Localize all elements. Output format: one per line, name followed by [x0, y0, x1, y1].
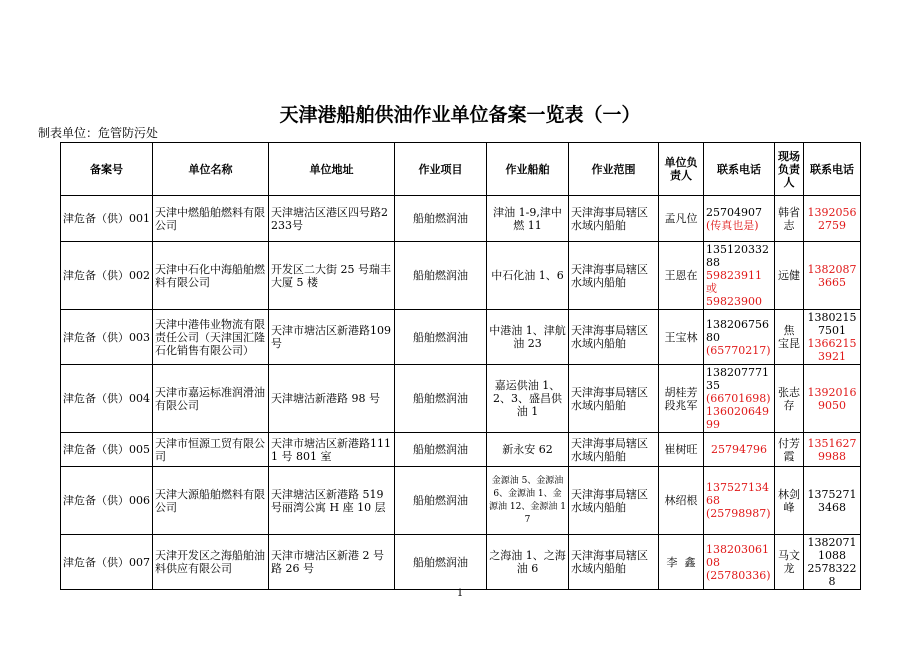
work-project: 船舶燃润油 [395, 242, 487, 310]
contact-phone [704, 535, 775, 590]
site-phone [804, 535, 861, 590]
phone-value: 13752713468 [706, 481, 769, 507]
page-number: 1 [456, 588, 464, 599]
unit-manager: 李 鑫 [659, 535, 704, 590]
work-ship: 金源油 5、金源油 6、金源油 1、金源油 12、金源油 17 [487, 467, 569, 535]
unit-manager: 王恩在 [659, 242, 704, 310]
header-phone: 联系电话 [704, 143, 775, 196]
table-row [61, 365, 861, 433]
unit-manager: 林绍根 [659, 467, 704, 535]
site-phone [804, 310, 861, 365]
header-id: 备案号 [61, 143, 153, 196]
unit-manager: 胡桂芳段兆军 [659, 365, 704, 433]
contact-phone [704, 242, 775, 310]
maker-label: 制表单位：危管防污处 [38, 126, 159, 140]
unit-address: 天津市塘沽区新港路109号 [269, 310, 395, 365]
phone-alt: (65770217) [706, 343, 771, 357]
header-row [61, 143, 861, 196]
work-range: 天津海事局辖区水域内船舶 [569, 365, 659, 433]
unit-name: 天津中港伟业物流有限责任公司（天津国汇隆石化销售有限公司） [153, 310, 269, 365]
unit-manager: 王宝林 [659, 310, 704, 365]
site-phone: 13920169050 [804, 365, 861, 433]
work-project: 船舶燃润油 [395, 433, 487, 467]
phone-value: 13820306108 [706, 542, 769, 569]
work-ship: 津油 1-9,津中燃 11 [487, 196, 569, 242]
work-range: 天津海事局辖区水域内船舶 [569, 535, 659, 590]
record-id: 津危备（供）007 [61, 535, 153, 590]
table-row [61, 196, 861, 242]
work-range: 天津海事局辖区水域内船舶 [569, 433, 659, 467]
site-phone: 13920562759 [804, 196, 861, 242]
unit-name: 天津开发区之海船舶油料供应有限公司 [153, 535, 269, 590]
record-id: 津危备（供）006 [61, 467, 153, 535]
site-phone: 13752713468 [804, 467, 861, 535]
site-phone-alt: 13662153921 [807, 337, 857, 363]
unit-name: 天津市嘉运标准润滑油有限公司 [153, 365, 269, 433]
site-manager: 焦 宝昆 [775, 310, 804, 365]
header-manager: 单位负责人 [659, 143, 704, 196]
work-range: 天津海事局辖区水域内船舶 [569, 242, 659, 310]
record-id: 津危备（供）002 [61, 242, 153, 310]
phone-alt: 59823911 或 [706, 269, 762, 295]
site-manager: 韩省志 [775, 196, 804, 242]
site-phone: 13820873665 [804, 242, 861, 310]
site-phone-value: 13802157501 [807, 311, 857, 337]
phone-alt: 59823900 [706, 295, 762, 308]
unit-address: 天津市塘沽区新港 2 号路 26 号 [269, 535, 395, 590]
phone-value: 13512033288 [706, 243, 769, 269]
table-row [61, 467, 861, 535]
phone-value: 13820675680 [706, 317, 769, 344]
unit-name: 天津市恒源工贸有限公司 [153, 433, 269, 467]
unit-name: 天津大源船舶燃料有限公司 [153, 467, 269, 535]
work-project: 船舶燃润油 [395, 310, 487, 365]
unit-address: 天津市塘沽区新港路1111 号 801 室 [269, 433, 395, 467]
record-id: 津危备（供）004 [61, 365, 153, 433]
table-row [61, 433, 861, 467]
work-ship: 中港油 1、津航油 23 [487, 310, 569, 365]
unit-name: 天津中燃船舶燃料有限公司 [153, 196, 269, 242]
work-ship: 之海油 1、之海油 6 [487, 535, 569, 590]
work-project: 船舶燃润油 [395, 467, 487, 535]
work-range: 天津海事局辖区水域内船舶 [569, 196, 659, 242]
site-phone-alt: 25783228 [807, 562, 857, 588]
site-manager: 付芳霞 [775, 433, 804, 467]
work-project: 船舶燃润油 [395, 535, 487, 590]
work-project: 船舶燃润油 [395, 365, 487, 433]
work-ship: 中石化油 1、6 [487, 242, 569, 310]
phone-alt: 13602064999 [706, 405, 769, 431]
unit-address: 天津塘沽区港区四号路2233号 [269, 196, 395, 242]
unit-address: 天津塘沽新港路 98 号 [269, 365, 395, 433]
header-address: 单位地址 [269, 143, 395, 196]
site-phone-value: 13820711088 [807, 536, 857, 562]
phone-value: 13820777135 [706, 366, 769, 392]
phone-alt: (25798987) [706, 507, 771, 520]
work-range: 天津海事局辖区水域内船舶 [569, 467, 659, 535]
site-manager: 林剑峰 [775, 467, 804, 535]
contact-phone [704, 365, 775, 433]
header-range: 作业范围 [569, 143, 659, 196]
contact-phone [704, 467, 775, 535]
table-row [61, 242, 861, 310]
site-manager: 张志存 [775, 365, 804, 433]
unit-address: 开发区二大街 25 号瑞丰大厦 5 楼 [269, 242, 395, 310]
phone-alt: (25780336) [706, 568, 771, 582]
unit-name: 天津中石化中海船舶燃料有限公司 [153, 242, 269, 310]
site-manager: 远健 [775, 242, 804, 310]
phone-alt: (66701698) [706, 392, 771, 405]
contact-phone [704, 310, 775, 365]
header-site-phone: 联系电话 [804, 143, 861, 196]
record-id: 津危备（供）001 [61, 196, 153, 242]
phone-value: 25704907 [706, 205, 762, 219]
unit-manager: 孟凡位 [659, 196, 704, 242]
unit-manager: 崔树旺 [659, 433, 704, 467]
contact-phone [704, 196, 775, 242]
table-row [61, 310, 861, 365]
table-row [61, 535, 861, 590]
unit-address: 天津塘沽区新港路 519号丽湾公寓 H 座 10 层 [269, 467, 395, 535]
header-project: 作业项目 [395, 143, 487, 196]
record-id: 津危备（供）005 [61, 433, 153, 467]
work-project: 船舶燃润油 [395, 196, 487, 242]
header-ship: 作业船舶 [487, 143, 569, 196]
page-title: 天津港船舶供油作业单位备案一览表（一） [279, 104, 641, 126]
record-id: 津危备（供）003 [61, 310, 153, 365]
work-ship: 嘉运供油 1、2、3、盛昌供油 1 [487, 365, 569, 433]
header-name: 单位名称 [153, 143, 269, 196]
header-site-manager: 现场负责人 [775, 143, 804, 196]
work-ship: 新永安 62 [487, 433, 569, 467]
phone-note: (传真也是) [706, 218, 759, 232]
contact-phone: 25794796 [704, 433, 775, 467]
records-table [60, 142, 861, 590]
site-phone: 13516279988 [804, 433, 861, 467]
work-range: 天津海事局辖区水域内船舶 [569, 310, 659, 365]
site-manager: 马文龙 [775, 535, 804, 590]
